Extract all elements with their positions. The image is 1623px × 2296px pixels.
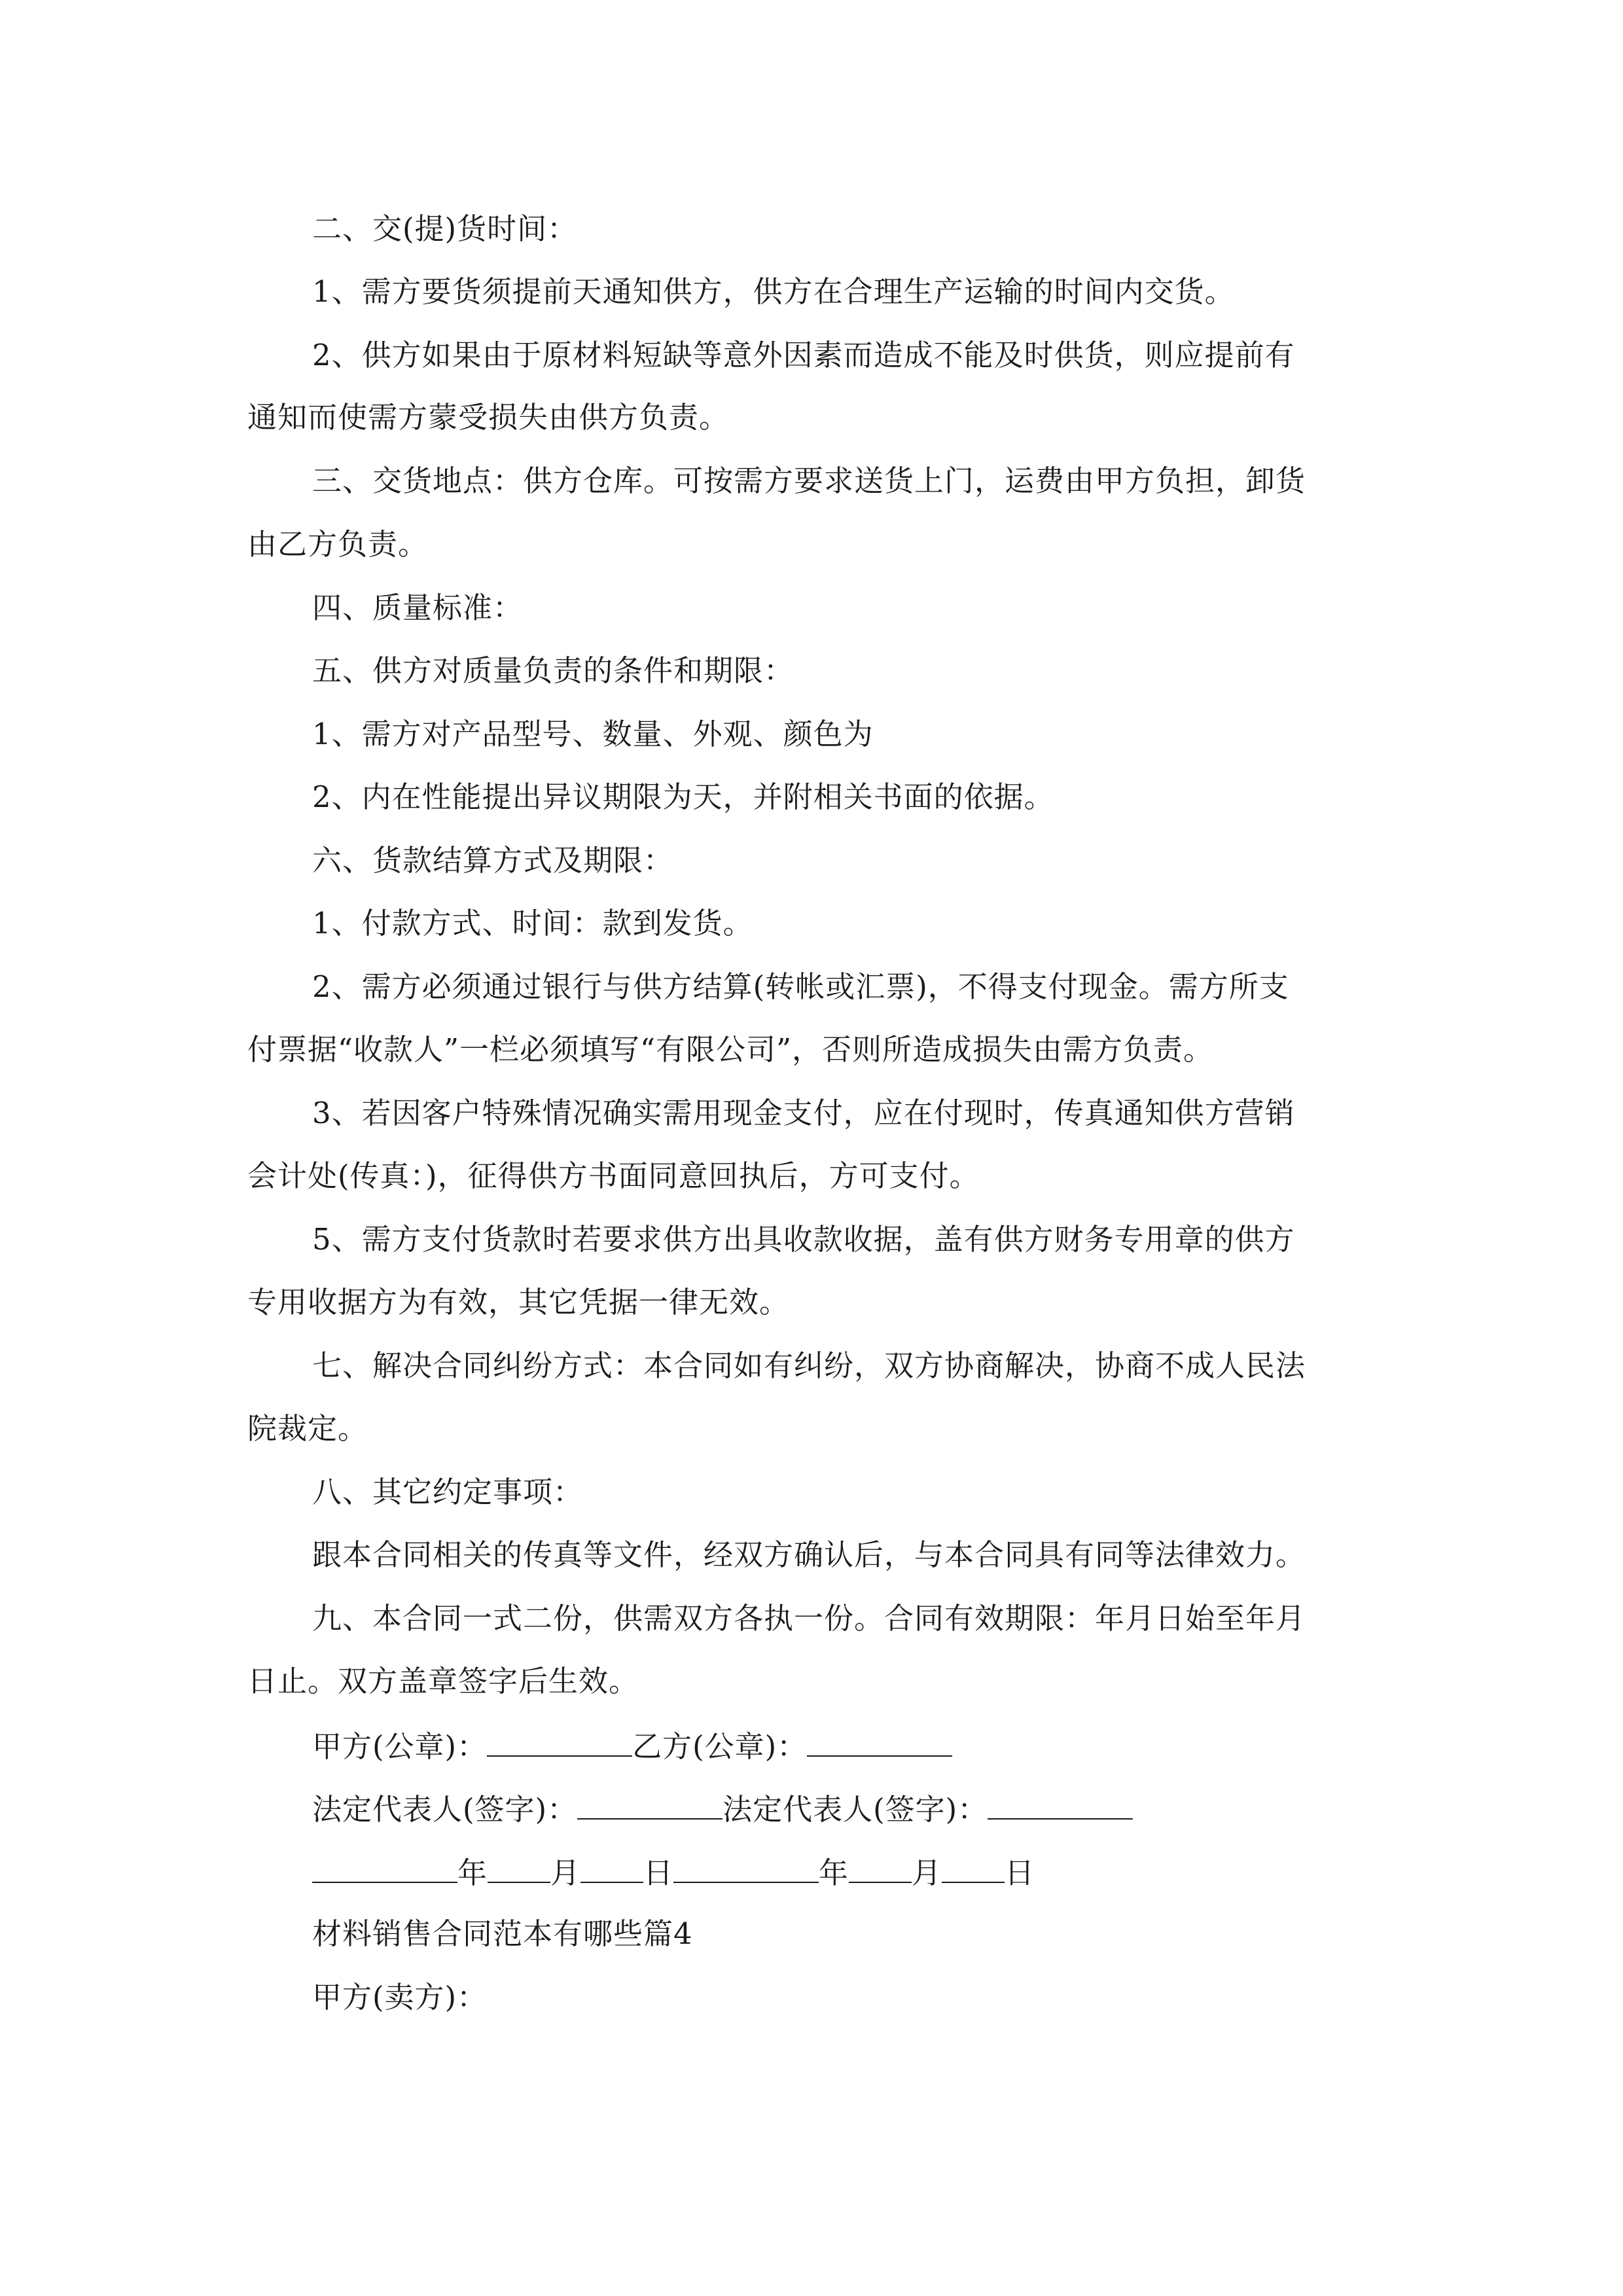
next-party-a-seller: 甲方(卖方)： (312, 1980, 488, 2015)
section-copies: 九、本合同一式二份，供需双方各执一份。合同有效期限：年月日始至年月 (312, 1601, 1306, 1636)
payment-clause-2: 2、需方必须通过银行与供方结算(转帐或汇票)，不得支付现金。需方所支 (312, 969, 1289, 1004)
section-quality-standard: 四、质量标准： (312, 590, 524, 625)
legal-rep-b-label: 法定代表人(签字)： (722, 1792, 988, 1827)
delivery-location-cont: 由乙方负责。 (247, 527, 429, 562)
delivery-clause-2-cont: 通知而使需方蒙受损失由供方负责。 (247, 400, 730, 435)
date-b-day-blank (942, 1852, 1005, 1883)
quality-clause-1: 1、需方对产品型号、数量、外观、颜色为 (312, 717, 874, 751)
payment-clause-1: 1、付款方式、时间：款到发货。 (312, 906, 753, 941)
section-dispute: 七、解决合同纠纷方式：本合同如有纠纷，双方协商解决，协商不成人民法 (312, 1348, 1306, 1383)
other-matters-clause: 跟本合同相关的传真等文件，经双方确认后，与本合同具有同等法律效力。 (312, 1537, 1306, 1572)
date-b-month-label: 月 (912, 1856, 942, 1890)
date-b-year-blank (673, 1852, 819, 1883)
date-a-month-label: 月 (550, 1856, 581, 1890)
date-a-day-blank (580, 1852, 643, 1883)
party-a-seal-label: 甲方(公章)： (312, 1729, 488, 1764)
date-b-year-label: 年 (819, 1856, 849, 1890)
payment-clause-3-cont: 会计处(传真：)，征得供方书面同意回执后，方可支付。 (247, 1158, 980, 1193)
date-a-year-label: 年 (457, 1856, 488, 1890)
payment-clause-5: 5、需方支付货款时若要求供方出具收款收据，盖有供方财务专用章的供方 (312, 1222, 1295, 1257)
next-contract-title: 材料销售合同范本有哪些篇4 (312, 1916, 693, 1951)
payment-clause-3: 3、若因客户特殊情况确实需用现金支付，应在付现时，传真通知供方营销 (312, 1096, 1295, 1130)
copies-cont: 日止。双方盖章签字后生效。 (247, 1664, 639, 1698)
dispute-cont: 院裁定。 (247, 1411, 368, 1446)
section-quality-responsibility: 五、供方对质量负责的条件和期限： (312, 653, 794, 688)
section-payment: 六、货款结算方式及期限： (312, 843, 674, 878)
party-b-seal-blank (807, 1725, 952, 1757)
date-a-day-label: 日 (643, 1856, 674, 1890)
quality-clause-2: 2、内在性能提出异议期限为天，并附相关书面的依据。 (312, 780, 1054, 814)
payment-clause-5-cont: 专用收据方为有效，其它凭据一律无效。 (247, 1285, 790, 1319)
date-line (312, 1852, 1464, 1893)
section-delivery-location: 三、交货地点：供方仓库。可按需方要求送货上门，运费由甲方负担，卸货 (312, 463, 1306, 498)
delivery-clause-2: 2、供方如果由于原材料短缺等意外因素而造成不能及时供货，则应提前有 (312, 338, 1295, 372)
date-b-month-blank (849, 1852, 912, 1883)
legal-rep-a-label: 法定代表人(签字)： (312, 1792, 578, 1827)
date-b-day-label: 日 (1005, 1856, 1035, 1890)
party-a-seal-blank (487, 1725, 632, 1757)
section-other-matters: 八、其它约定事项： (312, 1475, 584, 1509)
delivery-clause-1: 1、需方要货须提前天通知供方，供方在合理生产运输的时间内交货。 (312, 274, 1235, 309)
date-a-month-blank (488, 1852, 550, 1883)
seal-line (312, 1725, 1464, 1767)
date-a-year-blank (312, 1852, 457, 1883)
legal-rep-line (312, 1788, 1464, 1829)
payment-clause-2-cont: 付票据“收款人”一栏必须填写“有限公司”，否则所造成损失由需方负责。 (247, 1032, 1214, 1067)
section-delivery-time: 二、交(提)货时间： (312, 211, 578, 246)
legal-rep-a-blank (577, 1788, 722, 1820)
legal-rep-b-blank (988, 1788, 1133, 1820)
party-b-seal-label: 乙方(公章)： (632, 1729, 808, 1764)
